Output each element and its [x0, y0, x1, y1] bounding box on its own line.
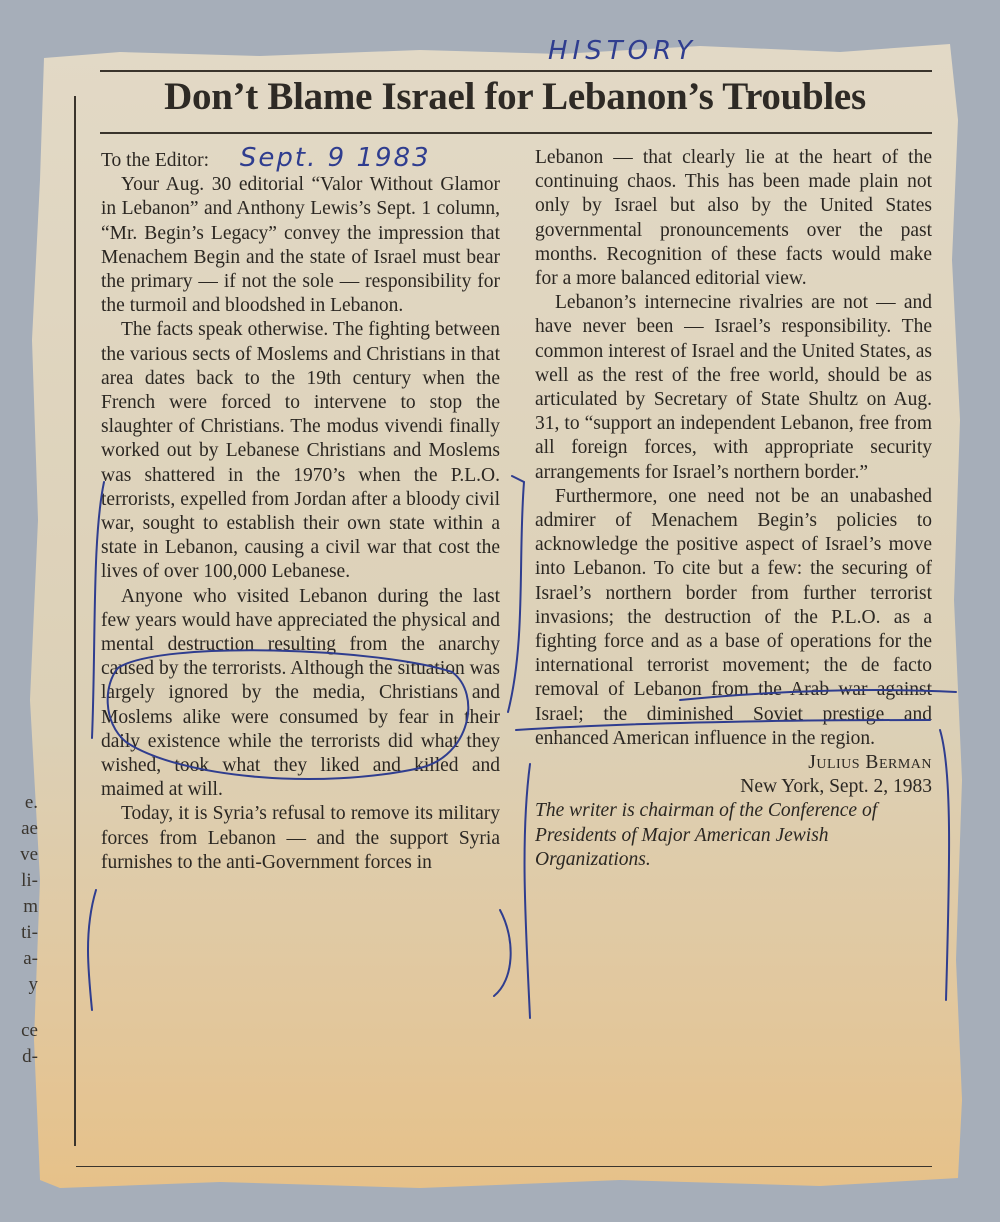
- signature: Julius Berman: [808, 752, 932, 774]
- top-rule: [100, 70, 932, 72]
- bottom-rule: [76, 1166, 932, 1167]
- fragment: e.: [24, 792, 38, 813]
- adjacent-column-fragments: [0, 790, 38, 1070]
- fragment: li-: [21, 870, 38, 891]
- location-date: New York, Sept. 2, 1983: [740, 776, 932, 798]
- paragraph: Anyone who visited Lebanon during the last few years would have appreciated the physical and mental destruction resulting from the anarchy caused by the terrorists. Although the situation was largely ignored by the media, Christians and Moslems alike were consumed by fear in their daily existence while the terrorists did what they wished, took what they liked and killed and maimed at will.: [101, 585, 500, 801]
- salutation-line: [101, 143, 500, 173]
- salutation: To the Editor:: [101, 150, 210, 171]
- paragraph: Furthermore, one need not be an unabashed admirer of Menachem Begin’s policies to acknowledge the positive aspect of Israel’s move into Lebanon. To cite but a few: the securing of Israel’s northern border from further terrorist invasions; the destruction of the P.L.O. as a fighting force and as a base of operations for the international terrorist movement; the de facto removal of Lebanon from the Arab war against Israel; the diminished Soviet prestige and enhanced American influence in the region.: [535, 485, 932, 749]
- headline-rule: [100, 132, 932, 134]
- left-column-rule: [74, 96, 76, 1146]
- paragraph: Lebanon — that clearly lie at the heart of the continuing chaos. This has been made plain not only by Israel but also by the United States governmental pronouncements over the past months. Recognition of these facts would make for a more balanced editorial view.: [535, 147, 932, 290]
- author-note: The writer is chairman of the Conference of Presidents of Major American Jewish Organizations.: [535, 800, 878, 870]
- paragraph: Today, it is Syria’s refusal to remove its military forces from Lebanon — and the support Syria furnishes to the anti-Government forces in: [101, 803, 500, 873]
- left-column: [101, 143, 500, 875]
- fragment: ve: [20, 844, 38, 865]
- fragment: ti-: [21, 922, 38, 943]
- fragment: m: [23, 896, 38, 917]
- fragment: ce: [21, 1020, 38, 1041]
- fragment: ae: [21, 818, 38, 839]
- paragraph: Your Aug. 30 editorial “Valor Without Glamor in Lebanon” and Anthony Lewis’s Sept. 1 column, “Mr. Begin’s Legacy” convey the impression that Menachem Begin and the state of Israel must bear the primary — if not the sole — responsibility for the turmoil and bloodshed in Lebanon.: [101, 174, 500, 317]
- handwritten-history-note: HISTORY: [548, 36, 698, 66]
- headline: Don’t Blame Israel for Lebanon’s Troubles: [164, 75, 866, 118]
- paragraph: The facts speak otherwise. The fighting between the various sects of Moslems and Christians in that area dates back to the 19th century when the French were forced to intervene to stop the slaughter of Christians. The modus vivendi finally worked out by Lebanese Christians and Moslems was shattered in the 1970’s when the P.L.O. terrorists, expelled from Jordan after a bloody civil war, sought to establish their own state within a state in Lebanon, causing a civil war that cost the lives of over 100,000 Lebanese.: [101, 319, 500, 583]
- fragment: y: [28, 974, 38, 995]
- handwritten-date-note: Sept. 9 1983: [239, 143, 431, 173]
- signature-line: [535, 751, 932, 775]
- paragraph: Lebanon’s internecine rivalries are not — and have never been — Israel’s responsibility. The common interest of Israel and the United States, as well as the rest of the free world, should be as articulated by Secretary of State Shultz on Aug. 31, to “support an independent Lebanon, free from all foreign forces, with appropriate security arrangements for Israel’s northern border.”: [535, 292, 932, 483]
- fragment: a-: [23, 948, 38, 969]
- right-column: [535, 146, 932, 872]
- fragment: d-: [22, 1046, 38, 1067]
